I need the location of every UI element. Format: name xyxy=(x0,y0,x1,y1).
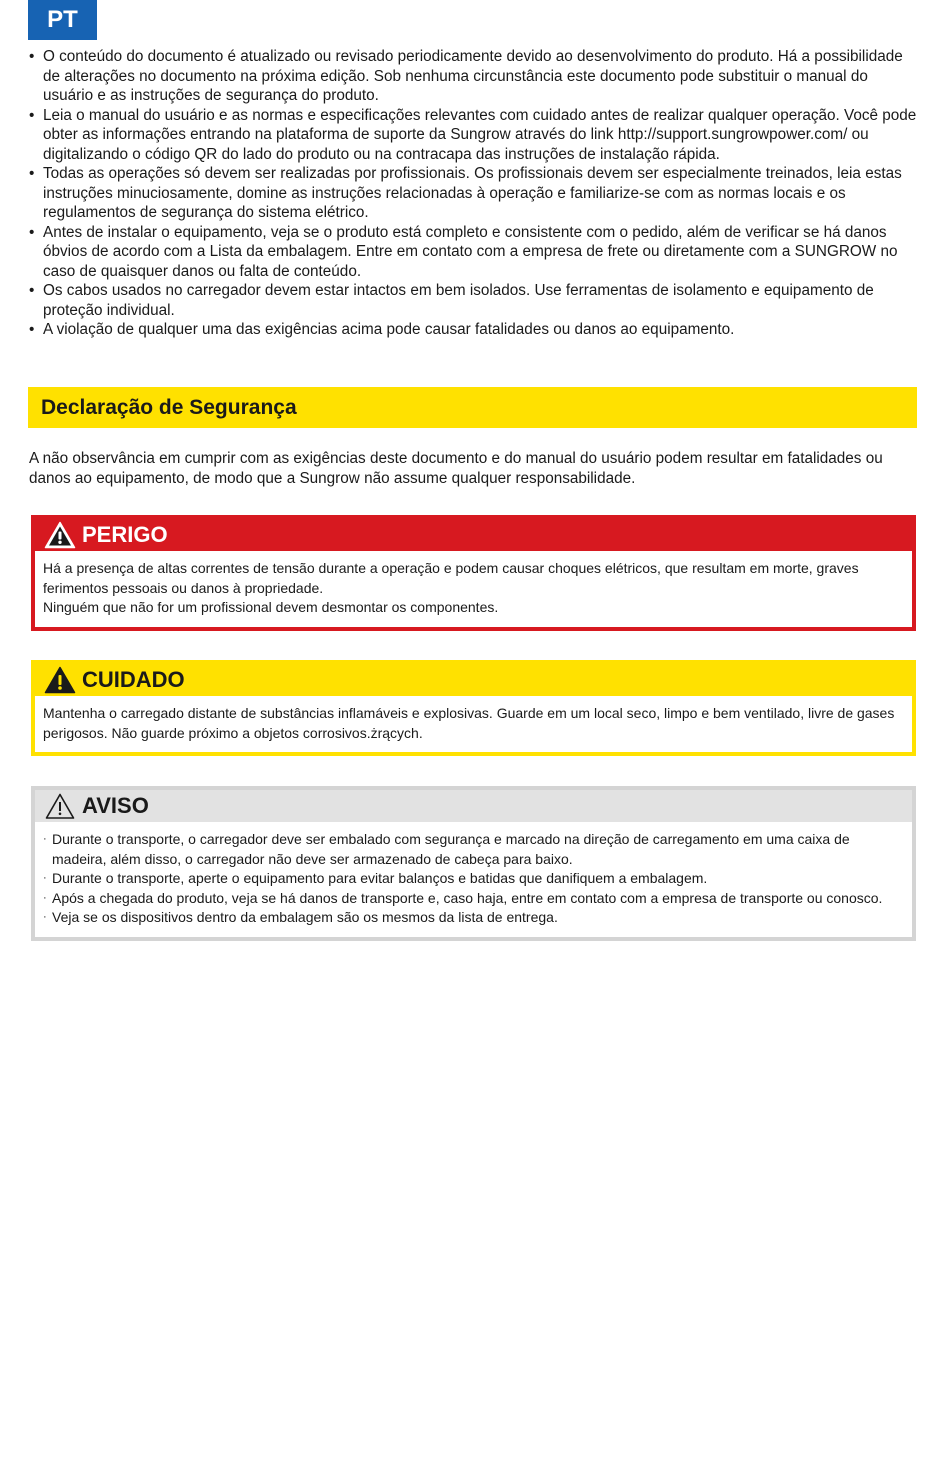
list-item xyxy=(43,830,906,869)
bullet-icon: · xyxy=(43,911,47,923)
danger-notice xyxy=(31,515,916,631)
bullet-icon: • xyxy=(29,165,35,182)
list-item xyxy=(28,320,920,340)
section-header xyxy=(28,387,917,428)
warning-triangle-outline-icon xyxy=(44,792,76,820)
list-item-text: Antes de instalar o equipamento, veja se o produto está completo e consistente com o pedido, além de verificar se há danos óbvios de acordo com a Lista da embalagem. Entre em contato com a empresa de frete ou diretamente com a SUNGROW no caso de quaisquer danos ou falta de conteúdo. xyxy=(43,223,898,280)
bullet-icon: · xyxy=(43,891,47,904)
danger-text-line: Ninguém que não for um profissional devem desmontar os componentes. xyxy=(43,599,499,615)
list-item-text: O conteúdo do documento é atualizado ou revisado periodicamente devido ao desenvolvimento do produto. Há a possibilidade de alterações no documento na próxima edição. Sob nenhuma circunstância este documento pode substituir o manual do usuário e as instruções de segurança do produto. xyxy=(43,48,903,104)
language-badge: PT xyxy=(28,0,97,40)
warning-title: AVISO xyxy=(82,793,149,818)
warning-notice-header xyxy=(35,790,912,822)
list-item-text: Leia o manual do usuário e as normas e especificações relevantes com cuidado antes de realizar qualquer operação. Você pode obter as informações entrando na plataforma de suporte da Sungrow através do link http://support.sungrowpower.com/ ou digitalizando o código QR do lado do produto ou na contracapa das instruções de instalação rápida. xyxy=(43,106,917,163)
list-item-text: Durante o transporte, aperte o equipamento para evitar balanços e batidas que danifiquem a embalagem. xyxy=(52,870,708,886)
danger-notice-header xyxy=(35,519,912,551)
list-item xyxy=(28,106,920,165)
bullet-icon: · xyxy=(43,872,47,884)
warning-triangle-icon xyxy=(44,666,76,694)
warning-list xyxy=(43,830,906,928)
list-item xyxy=(43,908,906,928)
warning-triangle-icon xyxy=(44,521,76,549)
caution-text: Mantenha o carregado distante de substâncias inflamáveis e explosivas. Guarde em um local seco, limpo e bem ventilado, livre de gases perigosos. Não guarde próximo a objetos corrosivos.żrących. xyxy=(43,705,895,741)
bullet-icon: • xyxy=(29,223,35,241)
list-item xyxy=(43,889,906,909)
bullet-icon: • xyxy=(29,106,35,124)
list-item-text: Após a chegada do produto, veja se há danos de transporte e, caso haja, entre em contato com a empresa de transporte ou conosco. xyxy=(52,889,883,906)
danger-title: PERIGO xyxy=(82,522,168,547)
intro-bullet-list xyxy=(28,47,920,340)
list-item-text: Os cabos usados no carregador devem estar intactos em bem isolados. Use ferramentas de isolamento e equipamento de proteção individual. xyxy=(43,282,874,319)
list-item xyxy=(28,223,920,282)
warning-notice xyxy=(31,786,916,941)
warning-notice-body xyxy=(35,822,912,937)
bullet-icon: • xyxy=(29,48,35,65)
caution-notice-header xyxy=(35,664,912,696)
list-item-text: Veja se os dispositivos dentro da embalagem são os mesmos da lista de entrega. xyxy=(52,909,558,925)
list-item-text: A violação de qualquer uma das exigências acima pode causar fatalidades ou danos ao equipamento. xyxy=(43,321,735,338)
list-item xyxy=(28,281,920,320)
bullet-icon: • xyxy=(29,282,35,299)
list-item xyxy=(28,47,920,106)
caution-notice xyxy=(31,660,916,756)
section-title: Declaração de Segurança xyxy=(41,395,297,419)
list-item xyxy=(28,164,920,223)
bullet-icon: • xyxy=(29,321,35,338)
caution-notice-body xyxy=(35,696,912,752)
list-item-text: Durante o transporte, o carregador deve ser embalado com segurança e marcado na direção de carregamento em uma caixa de madeira, além disso, o carregador não deve ser armazenado de cabeça para baixo. xyxy=(52,831,850,867)
danger-text-line: Há a presença de altas correntes de tensão durante a operação e podem causar choques elétricos, que resultam em morte, graves ferimentos pessoais ou danos à propriedade. xyxy=(43,560,859,596)
danger-notice-body xyxy=(35,551,912,627)
bullet-icon: · xyxy=(43,833,47,845)
caution-title: CUIDADO xyxy=(82,667,185,692)
list-item-text: Todas as operações só devem ser realizadas por profissionais. Os profissionais devem ser especialmente treinados, leia estas instruções minuciosamente, domine as instruções relacionadas à operação e familiarize-se com as normas locais e os regulamentos de segurança do sistema elétrico. xyxy=(43,165,902,221)
safety-intro-text: A não observância em cumprir com as exigências deste documento e do manual do usuário podem resultar em fatalidades ou danos ao equipamento, de modo que a Sungrow não assume qualquer responsabilidade. xyxy=(29,450,883,487)
list-item xyxy=(43,869,906,889)
